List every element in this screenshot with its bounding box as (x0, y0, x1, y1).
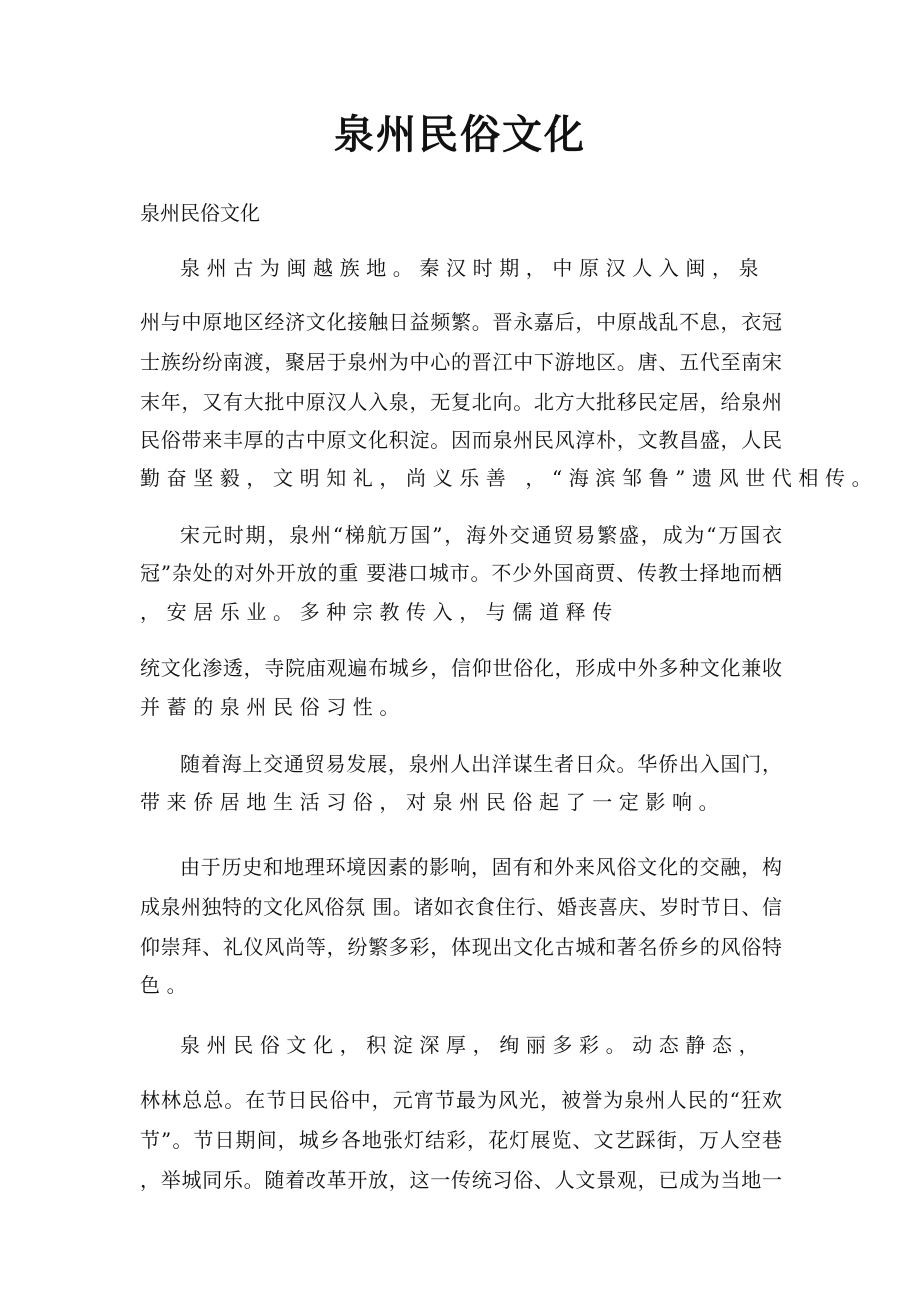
text-line: 民俗带来丰厚的古中原文化积淀。因而泉州民风淳朴，文教昌盛，人民 (140, 428, 782, 452)
text-line: 泉州古为闽越族地。秦汉时期，中原汉人入闽，泉 (180, 256, 766, 280)
text-line: ，安居乐业。多种宗教传入，与儒道释传 (140, 600, 619, 624)
text-line: 末年，又有大批中原汉人入泉，无复北向。北方大批移民定居，给泉州 (140, 390, 782, 414)
text-line: 节”。节日期间，城乡各地张灯结彩，花灯展览、文艺踩街，万人空巷 (140, 1128, 782, 1152)
text-line: 仰崇拜、礼仪风尚等，纷繁多彩，体现出文化古城和著名侨乡的风俗特 (140, 935, 782, 959)
text-line: 随着海上交通贸易发展，泉州人出洋谋生者日众。华侨出入国门， (180, 752, 782, 776)
document-title: 泉州民俗文化 (334, 111, 586, 158)
text-line: 泉州民俗文化，积淀深厚，绚丽多彩。动态静态， (180, 1033, 766, 1057)
text-line: 士族纷纷南渡，聚居于泉州为中心的晋江中下游地区。唐、五代至南宋 (140, 350, 782, 374)
text-line: 统文化渗透，寺院庙观遍布城乡，信仰世俗化，形成中外多种文化兼收 (140, 656, 782, 680)
text-line: 勤奋坚毅，文明知礼，尚义乐善 ，“海滨邹鲁”遗风世代相传。 (140, 466, 879, 490)
text-line: 冠”杂处的对外开放的重 要港口城市。不少外国商贾、传教士择地而栖 (140, 561, 782, 585)
text-line: ，举城同乐。随着改革开放，这一传统习俗、人文景观，已成为当地一 (140, 1168, 782, 1192)
text-line: 成泉州独特的文化风俗氛 围。诸如衣食住行、婚丧喜庆、岁时节日、信 (140, 895, 782, 919)
text-line: 带来侨居地生活习俗，对泉州民俗起了一定影响。 (140, 790, 726, 814)
text-line: 由于历史和地理环境因素的影响，固有和外来风俗文化的交融，构 (180, 855, 782, 879)
text-line: 色。 (140, 973, 194, 997)
text-line: 州与中原地区经济文化接触日益频繁。晋永嘉后，中原战乱不息，衣冠 (140, 310, 782, 334)
text-line: 并蓄的泉州民俗习性。 (140, 695, 406, 719)
text-line: 林林总总。在节日民俗中，元宵节最为风光，被誉为泉州人民的“狂欢 (140, 1088, 782, 1112)
text-line: 宋元时期，泉州“梯航万国”，海外交通贸易繁盛，成为“万国衣 (180, 523, 782, 547)
document-subtitle: 泉州民俗文化 (140, 201, 260, 225)
